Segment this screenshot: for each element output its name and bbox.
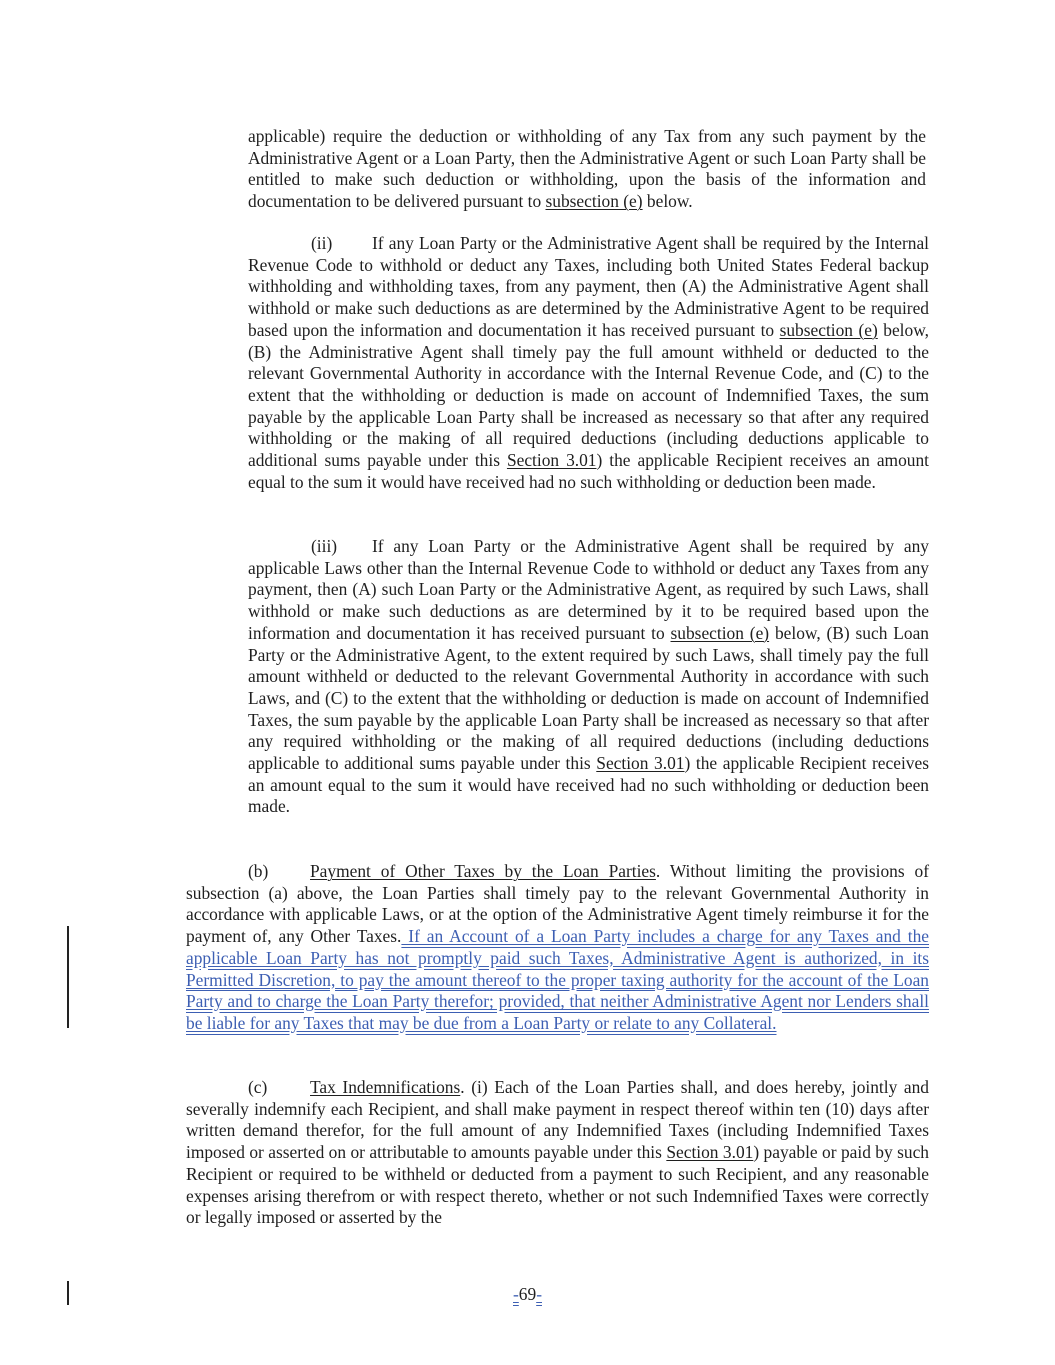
page-number-dash-left: - [513, 1284, 519, 1304]
paragraph-b-label: (b) [248, 861, 269, 881]
subsection-e-reference: subsection (e) [545, 191, 643, 212]
inserted-text-revision: If an Account of a Loan Party includes a charge for any Taxes and the applicable Loan Party has not promptly paid such Taxes, Administrative Agent is authorized, in its Permitted Discretion, to pay the amount thereof to the proper taxing authority for the account of the Loan Party and to charge the Loan Party therefor; provided, that neither Administrative Agent nor Lenders shall be liable for any Taxes that may be due from a Loan Party or relate to any Collateral. [186, 926, 930, 1033]
paragraph-c: (c) Tax Indemnifications. (i) Each of the Loan Parties shall, and does hereby, jointly and severally indemnify each Recipient, and shall make payment in respect thereof within ten (10) days after written demand therefor, for the full amount of any Indemnified Taxes (including Indemnified Taxes imposed or asserted on or attributable to amounts payable under this Section 3.01) payable or paid by such Recipient or required to be withheld or deducted from a payment to such Recipient, and any reasonable expenses arising therefrom or with respect thereto, whether or not such Indemnified Taxes were correctly or legally imposed or asserted by the [186, 1077, 929, 1228]
paragraph-ii-label: (ii) [311, 233, 333, 253]
paragraph-iii: (iii) If any Loan Party or the Administrative Agent shall be required by any applicable Laws other than the Internal Revenue Code to withhold or deduct any Taxes from any payment, then (A) such Loan Party or the Administrative Agent, as required by such Laws, shall withhold or make such deductions as are determined by it to be required based upon the information and documentation it has received pursuant to subsection (e) below, (B) such Loan Party or the Administrative Agent, to the extent required by such Laws, shall timely pay the full amount withheld or deducted to the relevant Governmental Authority in accordance with such Laws, and (C) to the extent that the withholding or deduction is made on account of Indemnified Taxes, the sum payable by the applicable Loan Party shall be increased as necessary so that after any required withholding or the making of all required deductions (including deductions applicable to additional sums payable under this Section 3.01) the applicable Recipient receives an amount equal to the sum it would have received had no such withholding or deduction been made. [248, 536, 929, 817]
paragraph-c-heading: Tax Indemnifications [310, 1077, 461, 1097]
paragraph-ii: (ii) If any Loan Party or the Administrative Agent shall be required by the Internal Revenue Code to withhold or deduct any Taxes, including both United States Federal backup withholding and withholding taxes, from any payment, then (A) the Administrative Agent shall withhold or make such deductions as are determined by the Administrative Agent to be required based upon the information and documentation it has received pursuant to subsection (e) below, (B) the Administrative Agent shall timely pay the full amount withheld or deducted to the relevant Governmental Authority in accordance with the Internal Revenue Code, and (C) to the extent that the withholding or deduction is made on account of Indemnified Taxes, the sum payable by the applicable Loan Party shall be increased as necessary so that after any required withholding or the making of all required deductions (including deductions applicable to additional sums payable under this Section 3.01) the applicable Recipient receives an amount equal to the sum it would have received had no such withholding or deduction been made. [248, 233, 929, 492]
subsection-e-reference: subsection (e) [670, 622, 770, 643]
section-3-01-reference: Section 3.01 [596, 753, 685, 774]
page-number [0, 1284, 1055, 1306]
page-number-dash-right: - [536, 1284, 542, 1304]
page-number-value: 69 [518, 1284, 537, 1304]
section-3-01-reference: Section 3.01 [666, 1142, 754, 1163]
section-3-01-reference: Section 3.01 [506, 450, 597, 471]
paragraph-b: (b) Payment of Other Taxes by the Loan Parties. Without limiting the provisions of subsection (a) above, the Loan Parties shall timely pay to the relevant Governmental Authority in accordance with applicable Laws, or at the option of the Administrative Agent timely reimburse it for the payment of, any Other Taxes. If an Account of a Loan Party includes a charge for any Taxes and the applicable Loan Party has not promptly paid such Taxes, Administrative Agent is authorized, in its Permitted Discretion, to pay the amount thereof to the proper taxing authority for the account of the Loan Party and to charge the Loan Party therefor; provided, that neither Administrative Agent nor Lenders shall be liable for any Taxes that may be due from a Loan Party or relate to any Collateral. [186, 861, 930, 1033]
paragraph-b-heading: Payment of Other Taxes by the Loan Parties [310, 861, 656, 881]
subsection-e-reference: subsection (e) [779, 319, 878, 340]
paragraph-c-label: (c) [248, 1077, 268, 1097]
paragraph-iii-label: (iii) [311, 536, 338, 556]
paragraph-a-continuation: applicable) require the deduction or withholding of any Tax from any such payment by the Administrative Agent or a Loan Party, then the Administrative Agent or such Loan Party shall be entitled to make such deduction or withholding, upon the basis of the information and documentation to be delivered pursuant to subsection (e) below. [248, 126, 926, 212]
change-bar [67, 926, 69, 1028]
